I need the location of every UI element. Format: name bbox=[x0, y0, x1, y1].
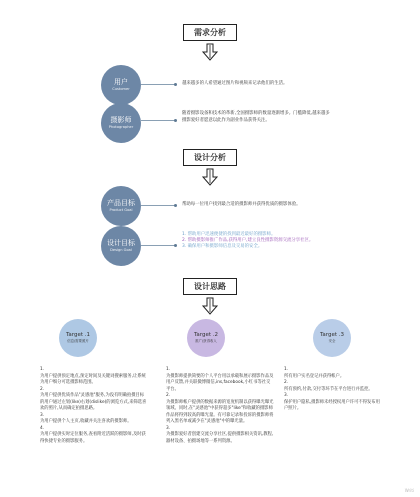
target-2-title: Target .2 bbox=[193, 332, 218, 338]
target-3-title: Target .3 bbox=[319, 332, 344, 338]
product-goal-circle bbox=[101, 186, 141, 226]
connector-dot bbox=[174, 83, 177, 86]
connector-dot bbox=[174, 119, 177, 122]
arrow-down-icon bbox=[202, 168, 218, 186]
target-1-line: 1. bbox=[40, 367, 45, 372]
user-title: 用户 bbox=[114, 78, 128, 86]
connector-dot bbox=[174, 244, 177, 247]
section-title-ideas: 设计思路 bbox=[183, 278, 237, 295]
connector-line bbox=[141, 120, 175, 121]
connector-line bbox=[141, 84, 175, 85]
photographer-subtitle: Photographer bbox=[108, 125, 134, 129]
connector-line bbox=[141, 245, 175, 246]
target-1-line: 4. bbox=[40, 425, 45, 431]
target-1-details bbox=[40, 367, 148, 445]
section-title-needs: 需求分析 bbox=[183, 24, 237, 41]
arrow-down-icon bbox=[202, 43, 218, 61]
design-goal-list bbox=[182, 232, 352, 250]
design-goal-title: 设计目标 bbox=[107, 239, 135, 247]
design-goal-item: 3. 确保用户和摄影师信息及交易的安全。 bbox=[182, 244, 263, 249]
target-1-circle bbox=[59, 319, 97, 357]
target-2-line: 为摄影师提供简要的个人平台用以承载和展示摄影作品及用户反馈,并关联微博微信,ins,facebook,小红书等社交平台。 bbox=[166, 373, 274, 392]
design-goal-item: 1. 帮助用户迅速便捷的找到最近最好的摄影师。 bbox=[182, 232, 276, 237]
target-1-line: 为用户提供实时定位服务,查看附近活跃的摄影师,及时获得快捷专业的摄影服务。 bbox=[40, 432, 146, 444]
target-2-line: 为摄影爱好者创建交流分享社区,提供摄影相关资讯,教程,器材设备、拍摄场地等一系列资源。 bbox=[166, 432, 274, 444]
photographer-title: 摄影师 bbox=[110, 116, 132, 124]
target-2-details bbox=[166, 367, 274, 445]
user-circle bbox=[101, 65, 141, 105]
product-goal-subtitle: Product Goal bbox=[109, 208, 133, 212]
target-1-line: 3. bbox=[40, 412, 45, 418]
target-1-line: 为用户提供预定地点,预定时间及关键词搜索服务,让系统为用户细分可选摄影师范围。 bbox=[40, 373, 146, 385]
product-goal-desc: 帮助每一位用户找到最合适的摄影师并获得优质的摄影体验。 bbox=[182, 202, 301, 207]
photographer-circle bbox=[101, 103, 141, 143]
product-goal-title: 产品目标 bbox=[107, 199, 135, 207]
target-3-line: 1. bbox=[284, 367, 289, 372]
watermark: Writi bbox=[404, 488, 414, 493]
user-subtitle: Customer bbox=[112, 87, 130, 91]
target-1-line: 2. bbox=[40, 386, 45, 392]
target-2-line: 2. bbox=[166, 393, 171, 398]
target-3-circle bbox=[313, 319, 351, 357]
target-1-line: 为用户提供个人主页,收藏并关注喜欢的摄影师。 bbox=[40, 419, 132, 424]
target-2-subtitle: 推广/获得收入 bbox=[195, 339, 217, 343]
target-3-subtitle: 安全 bbox=[328, 339, 336, 343]
target-2-line: 1. bbox=[166, 367, 171, 372]
connector-line bbox=[141, 205, 175, 206]
target-1-line: 为用户提供优质作品"灵感池"服务,为没有明确拍摄目标的用户通过左划(like)右划(dislike)的浏览方式,来筛选喜欢的照片,从而确定拍摄思路。 bbox=[40, 393, 147, 411]
target-3-line: 所有预约,付款,交付等环节在平台进行并监控。 bbox=[284, 386, 373, 392]
target-3-line: 3. bbox=[284, 393, 289, 398]
target-2-line: 3. bbox=[166, 425, 171, 431]
target-3-details bbox=[284, 367, 384, 413]
photographer-desc: 随着摄影设备和技术的革新,全国摄影师的数量逐渐增多。门槛降低,越来越多摄影爱好者愿意以此作为副业作品获得关注。 bbox=[182, 111, 330, 123]
target-2-circle bbox=[187, 319, 225, 357]
target-1-title: Target .1 bbox=[65, 332, 90, 338]
design-goal-subtitle: Design Goal bbox=[110, 248, 132, 252]
target-3-line: 所有用户实名登记并获得帐户。 bbox=[284, 373, 345, 379]
design-goal-item: 2. 帮助摄影师推广作品,获得用户,建立良性摄影资源交流分享社区。 bbox=[182, 238, 314, 243]
arrow-down-icon bbox=[202, 297, 218, 315]
target-3-line: 2. bbox=[284, 380, 289, 385]
target-1-subtitle: 信息/需要照片 bbox=[67, 339, 89, 343]
user-desc: 越来越多的人希望通过图片和视频来记录他们的生活。 bbox=[182, 81, 288, 86]
target-3-line: 保护用户隐私,摄影师未经授权用户许可不得发布用户照片。 bbox=[284, 399, 380, 411]
connector-dot bbox=[174, 204, 177, 207]
design-goal-circle bbox=[101, 226, 141, 266]
target-2-line: 为摄影师帐户提供的数据来源的宽度机制以获得曝光曝光领域。同时,在"灵感池"中获得超多"like"和收藏的摄影师作品将得到较高的曝光量。有可靠记录和投诉的摄影师将列入黑名单或减少在"灵感池"中的曝光量。 bbox=[166, 399, 274, 424]
section-title-design: 设计分析 bbox=[183, 149, 237, 166]
